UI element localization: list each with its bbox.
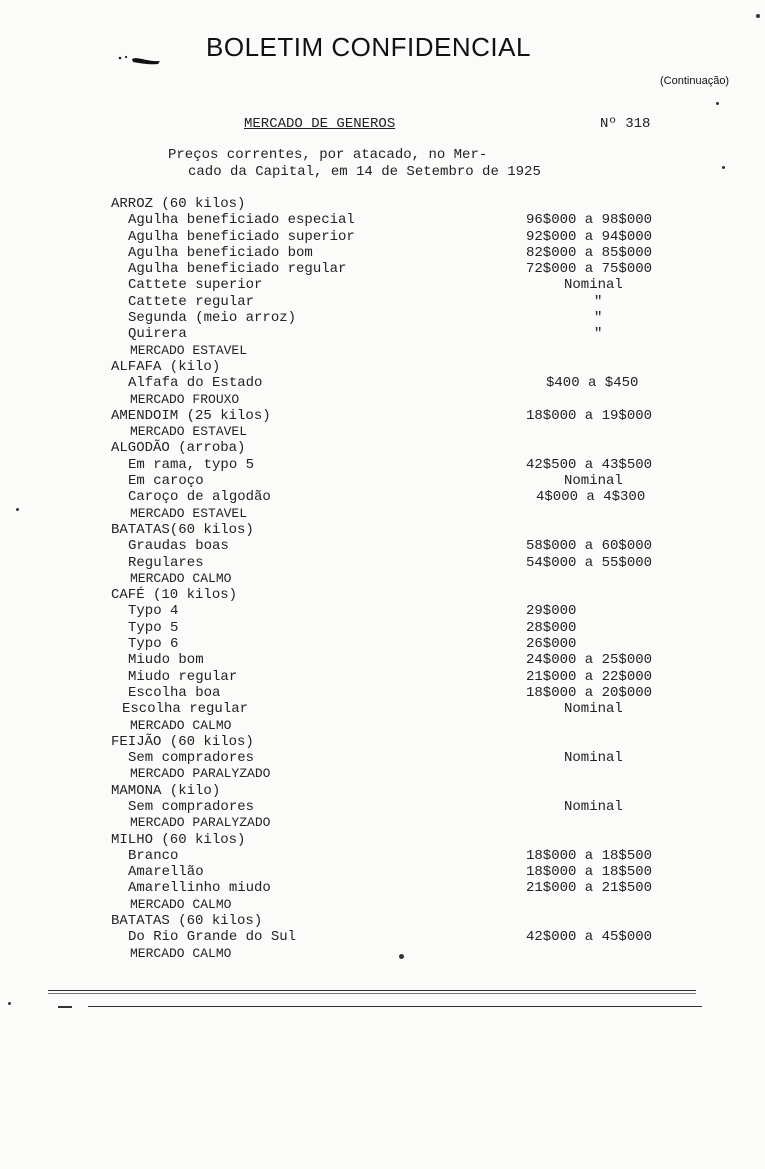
category-label: MILHO (60 kilos) (111, 831, 246, 848)
market-status-label: MERCADO PARALYZADO (130, 766, 271, 782)
market-status-label: MERCADO ESTAVEL (130, 342, 248, 358)
ink-speck (722, 166, 725, 169)
price-value: 96$000 a 98$000 (526, 212, 653, 229)
item-row (0, 294, 765, 310)
market-status-row (0, 392, 765, 408)
item-row (0, 929, 765, 945)
price-value: $400 a $450 (546, 375, 639, 392)
item-label: Cattete superior (128, 277, 263, 294)
item-label: Do Rio Grande do Sul (128, 929, 297, 946)
divider-line (48, 993, 696, 994)
category-row (0, 783, 765, 799)
item-row (0, 261, 765, 277)
item-row (0, 636, 765, 652)
item-label: Agulha beneficiado bom (128, 244, 313, 261)
item-row (0, 212, 765, 228)
item-label: Typo 6 (128, 636, 179, 653)
item-row (0, 750, 765, 766)
price-value: 18$000 a 19$000 (526, 407, 653, 424)
item-label: Agulha beneficiado especial (128, 212, 355, 229)
item-row (0, 652, 765, 668)
market-status-label: MERCADO ESTAVEL (130, 424, 248, 440)
price-value: 18$000 a 18$500 (526, 864, 653, 881)
item-row (0, 799, 765, 815)
intro-line: cado da Capital, em 14 de Setembro de 1925 (188, 164, 541, 180)
category-row (0, 832, 765, 848)
item-row (0, 457, 765, 473)
item-row (0, 538, 765, 554)
item-label: Agulha beneficiado regular (128, 261, 347, 278)
item-label: Regulares (128, 554, 204, 571)
price-value: 18$000 a 18$500 (526, 847, 653, 864)
market-status-row (0, 815, 765, 831)
price-value: " (594, 326, 603, 343)
item-label: Typo 4 (128, 603, 179, 620)
item-row (0, 880, 765, 896)
item-row (0, 473, 765, 489)
item-label: Amarellinho miudo (128, 880, 271, 897)
intro-paragraph (168, 147, 588, 181)
item-label: Segunda (meio arroz) (128, 310, 297, 327)
ink-speck (716, 102, 719, 105)
market-status-label: MERCADO PARALYZADO (130, 815, 271, 831)
category-label: BATATAS(60 kilos) (111, 521, 254, 538)
category-label: ALGODÃO (arroba) (111, 440, 246, 457)
category-label: FEIJÃO (60 kilos) (111, 733, 254, 750)
item-row (0, 669, 765, 685)
item-label: Em rama, typo 5 (128, 456, 255, 473)
item-label: Graudas boas (128, 538, 229, 555)
divider-line (48, 990, 696, 991)
price-value: 18$000 a 20$000 (526, 684, 653, 701)
category-label: BATATAS (60 kilos) (111, 913, 263, 930)
category-row (0, 587, 765, 603)
category-label: CAFÉ (10 kilos) (111, 587, 238, 604)
price-listing (0, 196, 765, 962)
item-label: Sem compradores (128, 750, 255, 767)
price-value: 58$000 a 60$000 (526, 538, 653, 555)
price-value: 21$000 a 22$000 (526, 668, 653, 685)
item-row (0, 701, 765, 717)
item-label: Cattete regular (128, 293, 255, 310)
ink-speck (8, 1002, 11, 1005)
item-label: Agulha beneficiado superior (128, 228, 355, 245)
price-value: Nominal (564, 473, 623, 490)
price-value: 72$000 a 75$000 (526, 261, 653, 278)
intro-line: Preços correntes, por atacado, no Mer- (168, 147, 488, 163)
market-status-row (0, 424, 765, 440)
price-value: Nominal (564, 798, 623, 815)
item-row (0, 229, 765, 245)
item-row (0, 310, 765, 326)
item-row (0, 620, 765, 636)
item-row (0, 489, 765, 505)
market-status-row (0, 506, 765, 522)
price-value: 82$000 a 85$000 (526, 244, 653, 261)
item-label: Sem compradores (128, 798, 255, 815)
item-row (0, 685, 765, 701)
market-status-row (0, 897, 765, 913)
divider-line (88, 1006, 702, 1007)
category-row (0, 440, 765, 456)
item-label: Amarellão (128, 864, 204, 881)
category-label: ALFAFA (kilo) (111, 358, 221, 375)
category-label: MAMONA (kilo) (111, 782, 221, 799)
divider-line (58, 1006, 72, 1008)
category-label: ARROZ (60 kilos) (111, 196, 246, 212)
item-label: Escolha boa (128, 684, 221, 701)
price-value: 24$000 a 25$000 (526, 652, 653, 669)
market-status-label: MERCADO FROUXO (130, 391, 240, 407)
item-label: Alfafa do Estado (128, 375, 263, 392)
market-status-label: MERCADO CALMO (130, 717, 232, 733)
market-status-row (0, 766, 765, 782)
category-row (0, 522, 765, 538)
ink-speck (399, 954, 404, 959)
continuation-note: (Continuação) (660, 75, 730, 87)
item-label: Escolha regular (122, 701, 249, 718)
bulletin-title: BOLETIM CONFIDENCIAL (206, 32, 531, 62)
item-row (0, 375, 765, 391)
category-row (0, 196, 765, 212)
ink-speck (16, 508, 19, 511)
price-value: Nominal (564, 701, 623, 718)
market-status-row (0, 718, 765, 734)
item-row (0, 864, 765, 880)
item-label: Branco (128, 847, 179, 864)
section-title: MERCADO DE GENEROS (244, 116, 396, 132)
ink-smudge-icon (118, 52, 162, 66)
item-row (0, 326, 765, 342)
category-row (0, 913, 765, 929)
item-row (0, 277, 765, 293)
item-label: Miudo regular (128, 668, 238, 685)
category-row (0, 359, 765, 375)
market-status-label: MERCADO ESTAVEL (130, 505, 248, 521)
item-label: Em caroço (128, 473, 204, 490)
item-label: Quirera (128, 326, 187, 343)
price-value: 54$000 a 55$000 (526, 554, 653, 571)
price-value: 21$000 a 21$500 (526, 880, 653, 897)
price-value: 42$500 a 43$500 (526, 456, 653, 473)
item-row (0, 555, 765, 571)
market-status-row (0, 946, 765, 962)
price-value: 4$000 a 4$300 (536, 489, 646, 506)
market-status-label: MERCADO CALMO (130, 945, 232, 961)
category-row (0, 408, 765, 424)
price-value: 28$000 (526, 619, 577, 636)
item-row (0, 603, 765, 619)
item-row (0, 245, 765, 261)
item-label: Typo 5 (128, 619, 179, 636)
market-status-row (0, 571, 765, 587)
category-label: AMENDOIM (25 kilos) (111, 407, 271, 424)
price-value: 92$000 a 94$000 (526, 228, 653, 245)
market-status-label: MERCADO CALMO (130, 570, 232, 586)
item-row (0, 848, 765, 864)
category-row (0, 734, 765, 750)
ink-speck (756, 14, 760, 18)
market-status-label: MERCADO CALMO (130, 896, 232, 912)
item-label: Miudo bom (128, 652, 204, 669)
price-value: " (594, 293, 603, 310)
price-value: 42$000 a 45$000 (526, 929, 653, 946)
market-status-row (0, 343, 765, 359)
price-value: 26$000 (526, 636, 577, 653)
bulletin-number: Nº 318 (600, 116, 651, 132)
price-value: " (594, 310, 603, 327)
price-value: Nominal (564, 750, 623, 767)
price-value: 29$000 (526, 603, 577, 620)
price-value: Nominal (564, 277, 623, 294)
item-label: Caroço de algodão (128, 489, 271, 506)
